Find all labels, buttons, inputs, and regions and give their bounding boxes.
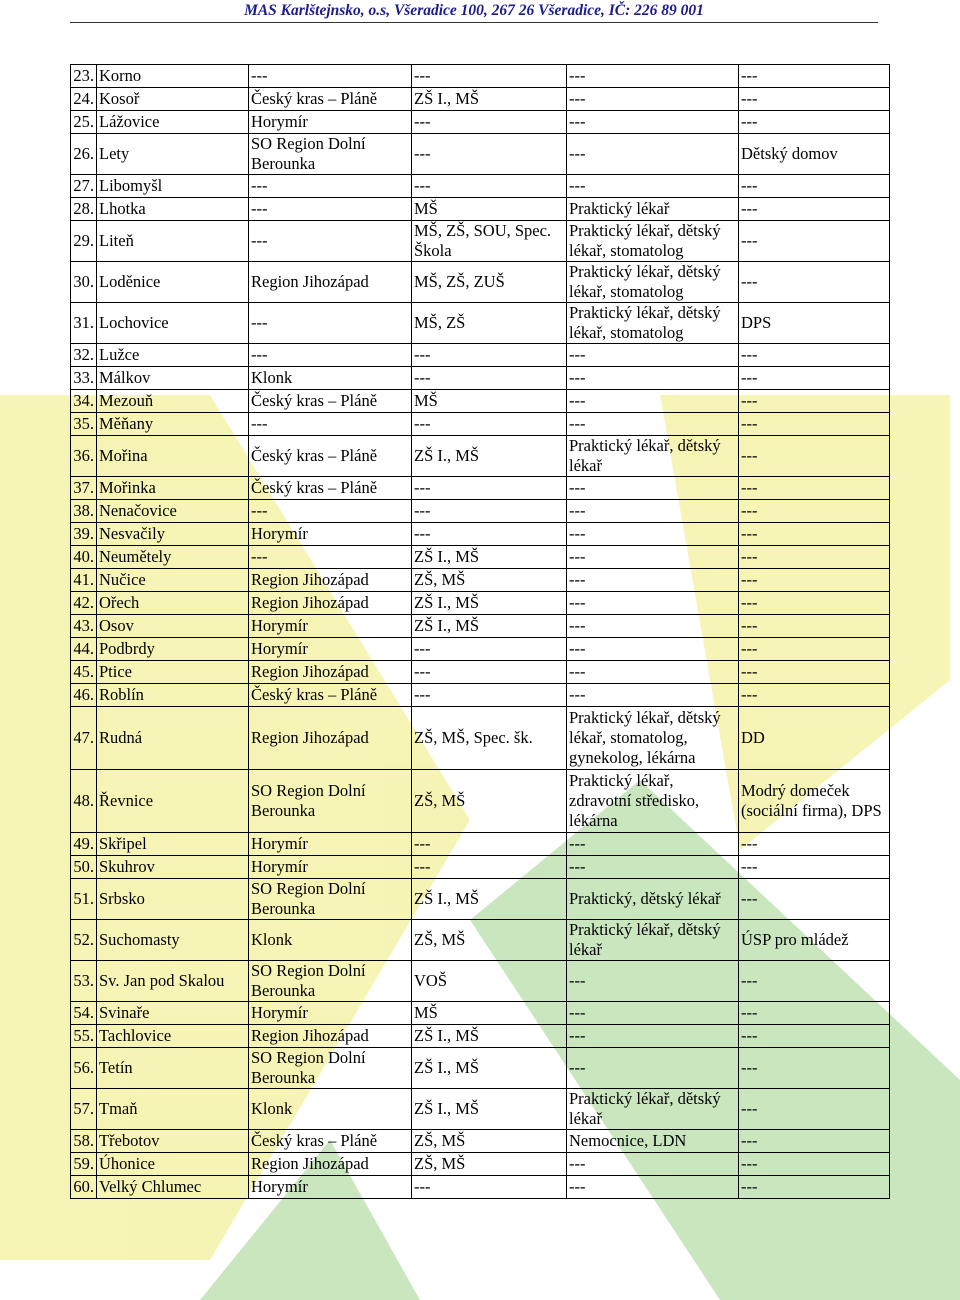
cell-skola: ZŠ, MŠ, Spec. šk. [412, 707, 567, 770]
cell-skola: MŠ [412, 390, 567, 413]
cell-zdravotnictvi: Praktický lékař [567, 198, 739, 221]
table-row [71, 856, 890, 879]
cell-skola: ZŠ I., MŠ [412, 546, 567, 569]
cell-region: Region Jihozápad [249, 262, 412, 303]
cell-skola: ZŠ, MŠ [412, 569, 567, 592]
cell-socialni: DPS [739, 303, 890, 344]
cell-number: 42. [71, 592, 97, 615]
cell-obec: Neumětely [97, 546, 249, 569]
cell-zdravotnictvi: Praktický lékař, dětský lékař [567, 920, 739, 961]
cell-number: 60. [71, 1176, 97, 1199]
cell-zdravotnictvi: --- [567, 546, 739, 569]
cell-zdravotnictvi: --- [567, 413, 739, 436]
cell-socialni: --- [739, 198, 890, 221]
cell-skola: --- [412, 523, 567, 546]
table-row [71, 1153, 890, 1176]
cell-region: Český kras – Pláně [249, 684, 412, 707]
cell-obec: Měňany [97, 413, 249, 436]
cell-zdravotnictvi: --- [567, 134, 739, 175]
cell-number: 37. [71, 477, 97, 500]
cell-zdravotnictvi: --- [567, 390, 739, 413]
cell-region: Český kras – Pláně [249, 88, 412, 111]
cell-socialni: --- [739, 592, 890, 615]
cell-obec: Velký Chlumec [97, 1176, 249, 1199]
cell-number: 50. [71, 856, 97, 879]
cell-obec: Liteň [97, 221, 249, 262]
cell-zdravotnictvi: --- [567, 592, 739, 615]
cell-number: 39. [71, 523, 97, 546]
cell-skola: --- [412, 344, 567, 367]
cell-number: 23. [71, 65, 97, 88]
cell-skola: ZŠ I., MŠ [412, 436, 567, 477]
cell-skola: --- [412, 413, 567, 436]
table-row [71, 175, 890, 198]
cell-socialni: --- [739, 390, 890, 413]
cell-obec: Sv. Jan pod Skalou [97, 961, 249, 1002]
cell-zdravotnictvi: Praktický lékař, dětský lékař, stomatolog [567, 262, 739, 303]
cell-region: Horymír [249, 1002, 412, 1025]
cell-number: 31. [71, 303, 97, 344]
cell-skola: --- [412, 367, 567, 390]
cell-number: 28. [71, 198, 97, 221]
cell-obec: Osov [97, 615, 249, 638]
cell-skola: --- [412, 65, 567, 88]
table-row [71, 661, 890, 684]
cell-skola: MŠ, ZŠ [412, 303, 567, 344]
cell-number: 41. [71, 569, 97, 592]
cell-skola: --- [412, 134, 567, 175]
cell-region: Horymír [249, 615, 412, 638]
table-row [71, 1089, 890, 1130]
cell-zdravotnictvi: --- [567, 638, 739, 661]
cell-number: 40. [71, 546, 97, 569]
cell-skola: ZŠ I., MŠ [412, 615, 567, 638]
table-row [71, 833, 890, 856]
table-row [71, 615, 890, 638]
cell-socialni: --- [739, 615, 890, 638]
cell-zdravotnictvi: Nemocnice, LDN [567, 1130, 739, 1153]
cell-region: SO Region Dolní Berounka [249, 961, 412, 1002]
table-row [71, 638, 890, 661]
cell-socialni: Dětský domov [739, 134, 890, 175]
cell-number: 32. [71, 344, 97, 367]
cell-obec: Kosoř [97, 88, 249, 111]
cell-socialni: --- [739, 221, 890, 262]
cell-number: 29. [71, 221, 97, 262]
cell-obec: Korno [97, 65, 249, 88]
cell-number: 43. [71, 615, 97, 638]
cell-socialni: --- [739, 1176, 890, 1199]
cell-region: Klonk [249, 1089, 412, 1130]
cell-region: SO Region Dolní Berounka [249, 134, 412, 175]
cell-region: Region Jihozápad [249, 592, 412, 615]
cell-skola: ZŠ, MŠ [412, 920, 567, 961]
cell-obec: Ořech [97, 592, 249, 615]
table-row [71, 65, 890, 88]
cell-region: Český kras – Pláně [249, 477, 412, 500]
table-row [71, 770, 890, 833]
cell-number: 38. [71, 500, 97, 523]
cell-socialni: --- [739, 546, 890, 569]
cell-zdravotnictvi: --- [567, 569, 739, 592]
cell-obec: Nenačovice [97, 500, 249, 523]
cell-socialni: --- [739, 684, 890, 707]
cell-socialni: --- [739, 367, 890, 390]
cell-region: --- [249, 303, 412, 344]
cell-obec: Rudná [97, 707, 249, 770]
cell-number: 30. [71, 262, 97, 303]
cell-number: 52. [71, 920, 97, 961]
cell-zdravotnictvi: --- [567, 523, 739, 546]
cell-obec: Lhotka [97, 198, 249, 221]
cell-region: --- [249, 175, 412, 198]
cell-obec: Mořinka [97, 477, 249, 500]
cell-zdravotnictvi: --- [567, 88, 739, 111]
cell-socialni: --- [739, 1025, 890, 1048]
cell-obec: Skřipel [97, 833, 249, 856]
cell-zdravotnictvi: --- [567, 65, 739, 88]
cell-skola: MŠ [412, 198, 567, 221]
cell-zdravotnictvi: Praktický lékař, dětský lékař, stomatolog [567, 303, 739, 344]
table-row [71, 500, 890, 523]
cell-number: 47. [71, 707, 97, 770]
cell-obec: Málkov [97, 367, 249, 390]
cell-obec: Nesvačily [97, 523, 249, 546]
cell-skola: --- [412, 500, 567, 523]
cell-socialni: --- [739, 879, 890, 920]
table-row [71, 367, 890, 390]
cell-region: Český kras – Pláně [249, 436, 412, 477]
cell-obec: Lážovice [97, 111, 249, 134]
cell-zdravotnictvi: Praktický lékař, dětský lékař [567, 436, 739, 477]
cell-skola: ZŠ, MŠ [412, 770, 567, 833]
cell-region: --- [249, 198, 412, 221]
table-row [71, 1025, 890, 1048]
cell-region: Region Jihozápad [249, 707, 412, 770]
cell-zdravotnictvi: --- [567, 175, 739, 198]
cell-obec: Suchomasty [97, 920, 249, 961]
cell-region: --- [249, 546, 412, 569]
cell-obec: Libomyšl [97, 175, 249, 198]
cell-number: 49. [71, 833, 97, 856]
cell-obec: Třebotov [97, 1130, 249, 1153]
cell-socialni: ÚSP pro mládež [739, 920, 890, 961]
cell-region: Klonk [249, 920, 412, 961]
cell-obec: Skuhrov [97, 856, 249, 879]
table-row [71, 961, 890, 1002]
cell-zdravotnictvi: --- [567, 1048, 739, 1089]
cell-region: Horymír [249, 111, 412, 134]
table-row [71, 879, 890, 920]
table-row [71, 920, 890, 961]
cell-skola: ZŠ, MŠ [412, 1130, 567, 1153]
cell-zdravotnictvi: Praktický lékař, zdravotní středisko, lékárna [567, 770, 739, 833]
cell-zdravotnictvi: --- [567, 961, 739, 1002]
table-row [71, 1176, 890, 1199]
cell-zdravotnictvi: --- [567, 344, 739, 367]
cell-socialni: --- [739, 262, 890, 303]
cell-zdravotnictvi: Praktický lékař, dětský lékař, stomatolog, gynekolog, lékárna [567, 707, 739, 770]
cell-skola: MŠ [412, 1002, 567, 1025]
cell-socialni: --- [739, 1089, 890, 1130]
cell-region: Horymír [249, 638, 412, 661]
table-row [71, 413, 890, 436]
cell-number: 36. [71, 436, 97, 477]
cell-skola: ZŠ I., MŠ [412, 1025, 567, 1048]
cell-region: Horymír [249, 1176, 412, 1199]
cell-region: Klonk [249, 367, 412, 390]
cell-skola: --- [412, 856, 567, 879]
cell-skola: ZŠ, MŠ [412, 1153, 567, 1176]
cell-zdravotnictvi: --- [567, 833, 739, 856]
cell-obec: Lety [97, 134, 249, 175]
cell-obec: Srbsko [97, 879, 249, 920]
cell-socialni: DD [739, 707, 890, 770]
cell-skola: ZŠ I., MŠ [412, 1089, 567, 1130]
cell-skola: --- [412, 833, 567, 856]
table-row [71, 436, 890, 477]
cell-region: --- [249, 500, 412, 523]
cell-number: 27. [71, 175, 97, 198]
cell-region: Region Jihozápad [249, 1025, 412, 1048]
cell-socialni: --- [739, 65, 890, 88]
cell-obec: Nučice [97, 569, 249, 592]
cell-zdravotnictvi: --- [567, 1176, 739, 1199]
cell-number: 33. [71, 367, 97, 390]
cell-socialni: --- [739, 1048, 890, 1089]
cell-number: 45. [71, 661, 97, 684]
cell-zdravotnictvi: --- [567, 1153, 739, 1176]
table-row [71, 707, 890, 770]
cell-region: --- [249, 65, 412, 88]
cell-skola: --- [412, 661, 567, 684]
cell-number: 56. [71, 1048, 97, 1089]
cell-zdravotnictvi: Praktický lékař, dětský lékař, stomatolog [567, 221, 739, 262]
cell-skola: --- [412, 477, 567, 500]
cell-region: Český kras – Pláně [249, 390, 412, 413]
cell-region: Horymír [249, 856, 412, 879]
cell-socialni: Modrý domeček (sociální firma), DPS [739, 770, 890, 833]
cell-region: Region Jihozápad [249, 1153, 412, 1176]
cell-obec: Lochovice [97, 303, 249, 344]
cell-socialni: --- [739, 523, 890, 546]
cell-skola: --- [412, 1176, 567, 1199]
cell-number: 53. [71, 961, 97, 1002]
table-row [71, 134, 890, 175]
cell-skola: MŠ, ZŠ, ZUŠ [412, 262, 567, 303]
cell-zdravotnictvi: --- [567, 111, 739, 134]
cell-number: 58. [71, 1130, 97, 1153]
cell-socialni: --- [739, 1002, 890, 1025]
cell-obec: Ptice [97, 661, 249, 684]
page-header: MAS Karlštejnsko, o.s, Všeradice 100, 267 26 Všeradice, IČ: 226 89 001 [244, 2, 704, 19]
table-row [71, 198, 890, 221]
cell-skola: ZŠ I., MŠ [412, 592, 567, 615]
table-row [71, 303, 890, 344]
cell-zdravotnictvi: Praktický lékař, dětský lékař [567, 1089, 739, 1130]
cell-region: --- [249, 221, 412, 262]
table-row [71, 592, 890, 615]
cell-obec: Podbrdy [97, 638, 249, 661]
cell-number: 54. [71, 1002, 97, 1025]
cell-number: 46. [71, 684, 97, 707]
table-row [71, 523, 890, 546]
cell-obec: Tachlovice [97, 1025, 249, 1048]
cell-socialni: --- [739, 477, 890, 500]
cell-zdravotnictvi: --- [567, 500, 739, 523]
cell-region: SO Region Dolní Berounka [249, 879, 412, 920]
cell-region: SO Region Dolní Berounka [249, 770, 412, 833]
table-row [71, 684, 890, 707]
cell-zdravotnictvi: --- [567, 615, 739, 638]
table-row [71, 390, 890, 413]
cell-zdravotnictvi: --- [567, 1025, 739, 1048]
cell-skola: --- [412, 638, 567, 661]
cell-obec: Lužce [97, 344, 249, 367]
cell-region: Horymír [249, 833, 412, 856]
cell-number: 59. [71, 1153, 97, 1176]
cell-region: --- [249, 413, 412, 436]
obce-table [70, 64, 890, 1199]
cell-socialni: --- [739, 856, 890, 879]
table-row [71, 1130, 890, 1153]
cell-number: 34. [71, 390, 97, 413]
cell-socialni: --- [739, 344, 890, 367]
cell-zdravotnictvi: --- [567, 856, 739, 879]
cell-skola: VOŠ [412, 961, 567, 1002]
table-row [71, 111, 890, 134]
cell-socialni: --- [739, 111, 890, 134]
cell-number: 44. [71, 638, 97, 661]
header-rule [70, 22, 878, 23]
cell-socialni: --- [739, 638, 890, 661]
cell-socialni: --- [739, 1130, 890, 1153]
cell-obec: Svinaře [97, 1002, 249, 1025]
cell-obec: Řevnice [97, 770, 249, 833]
cell-region: Region Jihozápad [249, 661, 412, 684]
table-row [71, 88, 890, 111]
cell-skola: ZŠ I., MŠ [412, 1048, 567, 1089]
table-row [71, 1002, 890, 1025]
cell-obec: Roblín [97, 684, 249, 707]
cell-region: Horymír [249, 523, 412, 546]
cell-socialni: --- [739, 833, 890, 856]
cell-socialni: --- [739, 88, 890, 111]
table-row [71, 1048, 890, 1089]
cell-zdravotnictvi: --- [567, 684, 739, 707]
table-row [71, 221, 890, 262]
table-row [71, 344, 890, 367]
cell-obec: Tmaň [97, 1089, 249, 1130]
cell-skola: --- [412, 111, 567, 134]
table-row [71, 546, 890, 569]
cell-obec: Mezouň [97, 390, 249, 413]
cell-number: 24. [71, 88, 97, 111]
table-row [71, 477, 890, 500]
table-body [71, 65, 890, 1199]
cell-skola: ZŠ I., MŠ [412, 879, 567, 920]
cell-zdravotnictvi: --- [567, 367, 739, 390]
cell-obec: Mořina [97, 436, 249, 477]
cell-socialni: --- [739, 175, 890, 198]
cell-zdravotnictvi: --- [567, 661, 739, 684]
cell-number: 55. [71, 1025, 97, 1048]
cell-socialni: --- [739, 1153, 890, 1176]
cell-region: SO Region Dolní Berounka [249, 1048, 412, 1089]
cell-number: 25. [71, 111, 97, 134]
cell-socialni: --- [739, 569, 890, 592]
table-row [71, 569, 890, 592]
cell-skola: MŠ, ZŠ, SOU, Spec. Škola [412, 221, 567, 262]
cell-number: 48. [71, 770, 97, 833]
cell-skola: ZŠ I., MŠ [412, 88, 567, 111]
cell-socialni: --- [739, 413, 890, 436]
cell-zdravotnictvi: --- [567, 1002, 739, 1025]
cell-skola: --- [412, 175, 567, 198]
cell-number: 57. [71, 1089, 97, 1130]
cell-number: 35. [71, 413, 97, 436]
cell-skola: --- [412, 684, 567, 707]
cell-zdravotnictvi: --- [567, 477, 739, 500]
cell-socialni: --- [739, 500, 890, 523]
cell-socialni: --- [739, 436, 890, 477]
cell-obec: Loděnice [97, 262, 249, 303]
cell-region: --- [249, 344, 412, 367]
table-row [71, 262, 890, 303]
cell-zdravotnictvi: Praktický, dětský lékař [567, 879, 739, 920]
cell-number: 26. [71, 134, 97, 175]
cell-obec: Tetín [97, 1048, 249, 1089]
cell-socialni: --- [739, 661, 890, 684]
cell-obec: Úhonice [97, 1153, 249, 1176]
cell-number: 51. [71, 879, 97, 920]
cell-region: Region Jihozápad [249, 569, 412, 592]
cell-socialni: --- [739, 961, 890, 1002]
cell-region: Český kras – Pláně [249, 1130, 412, 1153]
